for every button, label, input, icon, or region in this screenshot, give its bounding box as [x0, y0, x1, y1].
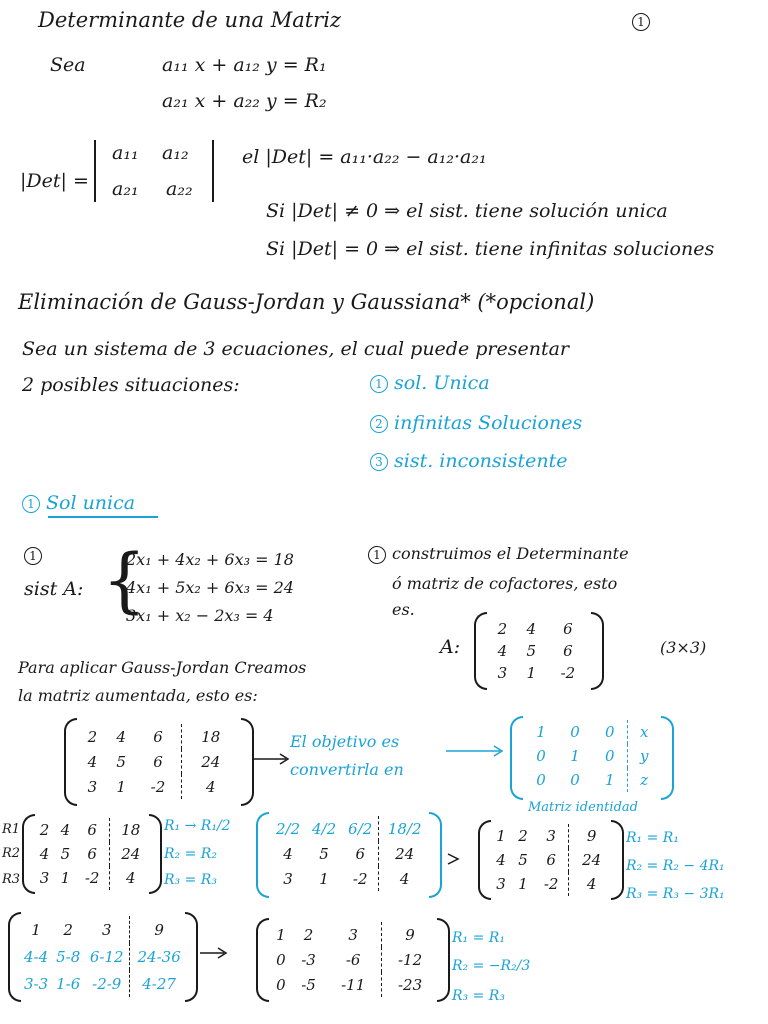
page-number	[632, 10, 656, 32]
matrix-cell: 24	[569, 848, 614, 872]
matrix-cell: 6	[87, 821, 97, 839]
matrix-cell: 0	[570, 771, 580, 789]
matrix-cell: 1	[536, 723, 546, 741]
det-bar-right	[212, 140, 214, 202]
section-line1: Sea un sistema de 3 ecuaciones, el cual puede presentar	[22, 338, 570, 360]
matrix-cell: 9	[130, 916, 188, 943]
option-1-circle: 1	[370, 375, 388, 393]
matrix-row	[34, 866, 152, 890]
matrix-row	[20, 916, 188, 943]
matrix-cell: 4	[526, 620, 537, 638]
step1-row-label-1: R1	[2, 822, 21, 837]
matrix-row	[488, 662, 590, 684]
augmented-line1: Para aplicar Gauss-Jordan Creamos	[18, 658, 307, 677]
matrix-row	[270, 972, 438, 997]
step1-result-matrix	[478, 820, 624, 900]
matrix-row	[270, 841, 430, 866]
cofactor-matrix	[474, 612, 604, 690]
intro-eq2: a₂₁ x + a₂₂ y = R₂	[162, 90, 327, 112]
matrix-row	[488, 618, 590, 640]
step1-op-2: R₂ = R₂	[164, 846, 217, 862]
matrix-cell: -2	[84, 869, 100, 887]
matrix-cell: 1	[526, 664, 537, 682]
matrix-cell: -6	[345, 950, 361, 969]
step2-matrix	[8, 912, 198, 1002]
matrix-cell: 4	[116, 727, 126, 746]
det-formula: el |Det| = a₁₁·a₂₂ − a₁₂·a₂₁	[242, 146, 487, 168]
option-2-circle: 2	[370, 415, 388, 433]
step1-op-3: R₃ = R₃	[164, 872, 217, 888]
matrix-cell: -11	[341, 975, 366, 994]
page-number-circle: 1	[632, 13, 650, 31]
cofactor-label: A:	[440, 636, 461, 658]
intro-sea: Sea	[50, 54, 86, 76]
matrix-row	[34, 842, 152, 866]
matrix-cell: 0	[570, 723, 580, 741]
matrix-cell: 24	[181, 749, 240, 774]
matrix-cell: -2	[150, 777, 166, 796]
matrix-cell: y	[628, 744, 660, 768]
matrix-cell: 9	[569, 824, 614, 848]
cofactor-line1	[368, 544, 629, 564]
cofactor-line2: ó matriz de cofactores, esto	[392, 574, 618, 593]
cofactor-circle: 1	[368, 546, 386, 564]
matrix-cell: 3	[348, 925, 358, 944]
matrix-row	[270, 816, 430, 841]
matrix-cell: 4	[283, 844, 293, 863]
matrix-cell: 1-6	[56, 974, 81, 993]
matrix-cell: 6	[153, 752, 163, 771]
matrix-cell: 3	[497, 664, 508, 682]
matrix-cell: 1	[496, 827, 506, 845]
system-eq1: 2x₁ + 4x₂ + 6x₃ = 18	[126, 550, 294, 569]
matrix-cell: 6-12	[89, 947, 124, 966]
matrix-cell: 2	[497, 620, 508, 638]
matrix-cell: 4	[60, 821, 71, 839]
matrix-cell: 1	[31, 920, 41, 939]
option-1-label: sol. Unica	[394, 372, 490, 394]
system-brace: {	[102, 539, 147, 621]
step1-mid-matrix	[256, 812, 442, 898]
intro-eq1: a₁₁ x + a₁₂ y = R₁	[162, 54, 327, 76]
matrix-cell: 4	[87, 752, 98, 771]
sol-unica-label: Sol unica	[46, 492, 136, 514]
det-a11: a₁₁	[112, 142, 139, 164]
matrix-cell: 4-4	[23, 947, 49, 966]
matrix-cell: 9	[382, 922, 438, 947]
option-3-circle: 3	[370, 453, 388, 471]
matrix-cell: 0	[604, 747, 615, 765]
sol-unica-heading	[22, 492, 135, 514]
matrix-row	[490, 824, 614, 848]
matrix-cell: 3	[87, 777, 98, 796]
matrix-cell: 4	[39, 845, 50, 863]
matrix-cell: 2	[518, 827, 528, 845]
matrix-cell: -2	[543, 875, 559, 893]
matrix-cell: -2-9	[92, 974, 122, 993]
det-bar-left	[94, 140, 96, 202]
matrix-cell: -12	[382, 947, 438, 972]
matrix-cell: 24	[109, 842, 152, 866]
matrix-row	[20, 943, 188, 970]
matrix-cell: 2	[303, 925, 314, 944]
det-a21: a₂₁	[112, 178, 139, 200]
matrix-cell: 3	[101, 920, 112, 939]
matrix-cell: 5	[60, 845, 71, 863]
matrix-cell: 6	[546, 851, 556, 869]
matrix-cell: 1	[518, 875, 528, 893]
step1-res-op-3: R₃ = R₃ − 3R₁	[626, 886, 725, 902]
matrix-row	[78, 724, 240, 749]
matrix-row	[490, 872, 614, 896]
matrix-cell: 3	[283, 869, 293, 888]
matrix-row	[524, 744, 660, 768]
cofactor-text1: construimos el Determinante	[392, 544, 629, 563]
matrix-cell: 3-3	[23, 974, 49, 993]
matrix-cell: 2	[87, 727, 98, 746]
matrix-cell: 0	[536, 747, 546, 765]
step2-op-2: R₂ = −R₂/3	[452, 958, 531, 974]
det-a22: a₂₂	[166, 178, 193, 200]
matrix-cell: 2	[39, 821, 50, 839]
matrix-cell: 6/2	[348, 819, 373, 838]
cofactor-line3: es.	[392, 600, 415, 619]
cofactor-size: (3×3)	[660, 638, 707, 657]
matrix-cell: 4	[379, 866, 430, 891]
matrix-row	[524, 720, 660, 744]
option-3-label: sist. inconsistente	[394, 450, 568, 472]
matrix-cell: -3	[301, 950, 316, 969]
matrix-cell: 6	[563, 642, 573, 660]
augmented-line2: la matriz aumentada, esto es:	[18, 686, 258, 705]
matrix-row	[524, 768, 660, 792]
step2-op-1: R₁ = R₁	[452, 930, 505, 946]
matrix-cell: 4	[569, 872, 614, 896]
matrix-cell: 0	[276, 950, 286, 969]
sol-unica-underline	[48, 516, 158, 518]
matrix-cell: 5	[518, 851, 528, 869]
matrix-cell: z	[628, 768, 660, 792]
goal-line1: El objetivo es	[290, 732, 400, 751]
identity-label: Matriz identidad	[528, 800, 638, 815]
matrix-cell: 2	[63, 920, 73, 939]
step1-res-op-2: R₂ = R₂ − 4R₁	[626, 858, 725, 874]
matrix-cell: 5-8	[56, 947, 81, 966]
matrix-cell: x	[628, 720, 660, 744]
matrix-cell: 5	[116, 752, 126, 771]
matrix-cell: 3	[546, 827, 556, 845]
option-1	[370, 372, 490, 394]
matrix-cell: 18/2	[379, 816, 430, 841]
matrix-cell: 1	[570, 747, 580, 765]
matrix-cell: 4	[497, 642, 508, 660]
matrix-cell: 6	[563, 620, 573, 638]
matrix-row	[34, 818, 152, 842]
matrix-cell: 1	[276, 925, 286, 944]
step1-arrow-icon	[444, 852, 466, 866]
matrix-cell: 2/2	[275, 819, 301, 838]
det-case-nonzero: Si |Det| ≠ 0 ⇒ el sist. tiene solución unica	[266, 200, 668, 222]
matrix-cell: 1	[116, 777, 126, 796]
matrix-row	[488, 640, 590, 662]
system-eq3: 3x₁ + x₂ − 2x₃ = 4	[126, 606, 274, 625]
matrix-cell: 24-36	[130, 943, 188, 970]
matrix-cell: 1	[604, 771, 615, 789]
matrix-cell: 24	[379, 841, 430, 866]
matrix-cell: 1	[319, 869, 329, 888]
identity-matrix	[510, 716, 674, 800]
matrix-cell: 6	[355, 844, 366, 863]
matrix-cell: 6	[87, 845, 97, 863]
matrix-row	[20, 970, 188, 997]
option-2	[370, 412, 582, 434]
det-a12: a₁₂	[162, 142, 189, 164]
matrix-cell: 0	[276, 975, 286, 994]
det-lhs: |Det| =	[20, 170, 89, 192]
system-num-circle: 1	[24, 547, 42, 565]
arrow-to-goal-icon	[252, 752, 292, 766]
step1-row-label-3: R3	[2, 872, 21, 887]
system-num	[24, 544, 48, 566]
section-title: Eliminación de Gauss-Jordan y Gaussiana* (*opcional)	[18, 290, 595, 314]
matrix-cell: -23	[382, 972, 438, 997]
matrix-cell: 1	[60, 869, 71, 887]
goal-line2: convertirla en	[290, 760, 404, 779]
matrix-cell: 4	[181, 774, 240, 799]
matrix-row	[490, 848, 614, 872]
matrix-cell: 4	[109, 866, 152, 890]
matrix-cell: 4	[496, 851, 506, 869]
matrix-cell: 5	[319, 844, 329, 863]
matrix-cell: -5	[301, 975, 316, 994]
arrow-to-identity-icon	[446, 744, 506, 758]
system-eq2: 4x₁ + 5x₂ + 6x₃ = 24	[126, 578, 294, 597]
matrix-cell: 4-27	[130, 970, 188, 997]
sol-unica-circle: 1	[22, 495, 40, 513]
matrix-cell: 3	[496, 875, 506, 893]
matrix-cell: 18	[109, 818, 152, 842]
step1-matrix	[22, 814, 162, 894]
matrix-cell: 4/2	[312, 819, 337, 838]
step2-arrow-icon	[200, 946, 230, 960]
option-3	[370, 450, 568, 472]
matrix-cell: 5	[526, 642, 537, 660]
augmented-matrix	[64, 718, 254, 806]
matrix-cell: 0	[604, 723, 615, 741]
matrix-cell: 3	[39, 869, 50, 887]
system-label: sist A:	[24, 578, 84, 600]
matrix-cell: -2	[352, 869, 368, 888]
matrix-row	[270, 922, 438, 947]
section-line2: 2 posibles situaciones:	[22, 374, 240, 396]
det-case-zero: Si |Det| = 0 ⇒ el sist. tiene infinitas soluciones	[266, 238, 715, 260]
step2-result-matrix	[256, 918, 450, 1002]
step1-op-1: R₁ → R₁/2	[164, 818, 231, 834]
step1-res-op-1: R₁ = R₁	[626, 830, 679, 846]
step1-row-label-2: R2	[2, 846, 21, 861]
matrix-cell: 0	[536, 771, 546, 789]
page-title: Determinante de una Matriz	[38, 8, 341, 32]
matrix-row	[270, 947, 438, 972]
matrix-cell: -2	[560, 664, 576, 682]
matrix-cell: 6	[153, 727, 163, 746]
matrix-row	[78, 749, 240, 774]
matrix-row	[270, 866, 430, 891]
step2-op-3: R₃ = R₃	[452, 988, 505, 1004]
matrix-row	[78, 774, 240, 799]
matrix-cell: 18	[181, 724, 240, 749]
option-2-label: infinitas Soluciones	[394, 412, 583, 434]
